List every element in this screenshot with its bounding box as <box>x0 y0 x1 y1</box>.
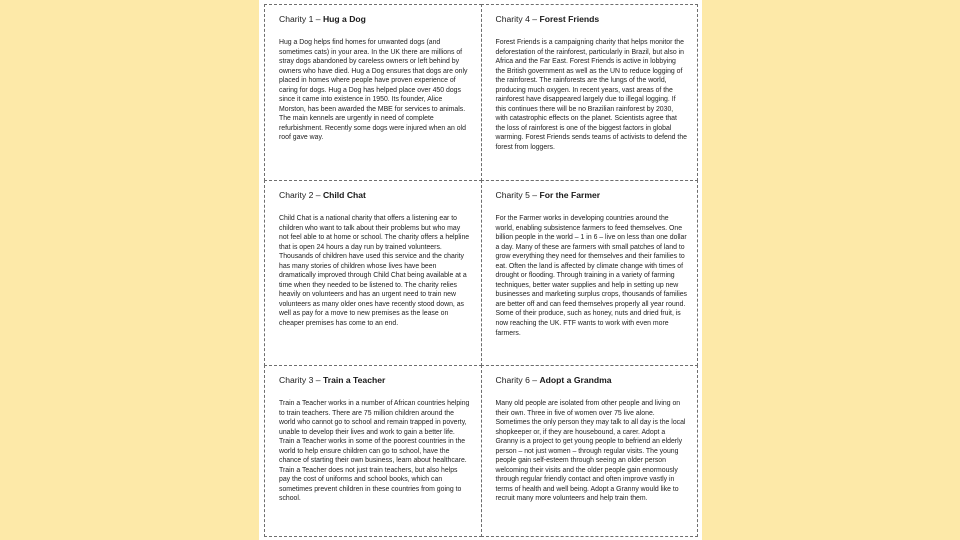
card-title-name: Child Chat <box>322 190 366 200</box>
charity-card-child-chat <box>264 180 482 366</box>
card-title-prefix: Charity 6 – <box>495 375 540 385</box>
charity-card-for-the-farmer <box>481 180 699 366</box>
card-title-name: For the Farmer <box>539 190 601 200</box>
card-body: Train a Teacher works in a number of African countries helping to train teachers. There are 75 million children around the world who cannot go to school and remain trapped in poverty, unable to develop their lives and work to gain a better life. Train a Teacher works in some of the poorest countries in the world to help ensure children can go to school, have the chance of starting their own business, learn about healthcare. Train a Teacher does not just train teachers, but also helps pay the cost of uniforms and school books, which can sometimes prevent children in these countries from going to school. <box>279 400 470 503</box>
charity-cards-grid <box>264 4 697 536</box>
card-title-name: Forest Friends <box>539 14 600 24</box>
charity-card-hug-a-dog <box>264 4 482 181</box>
card-title <box>279 190 471 200</box>
charity-card-adopt-a-grandma <box>481 365 699 537</box>
card-title <box>496 14 688 24</box>
card-body: Hug a Dog helps find homes for unwanted dogs (and sometimes cats) in your area. In the UK there are millions of stray dogs abandoned by careless owners or left behind by owners who have died. Hug a Dog ensures that dogs are only placed in homes where people have proven experience of caring for dogs. Hug a Dog has helped place over 450 dogs since it came into existence in 1950. Its founder, Alice Morston, has been awarded the MBE for services to animals. The main kennels are urgently in need of complete refurbishment. Recently some dogs were injured when an old roof gave way. <box>279 39 468 142</box>
card-title-prefix: Charity 2 – <box>279 190 323 200</box>
card-body: Many old people are isolated from other people and living on their own. Three in five of women over 75 live alone. Sometimes the only person they may talk to all day is the local shopkeeper or, if they are housebound, a carer. Adopt a Granny is a project to get young people to befriend an elderly person – not just women – through regular visits. The young people gain self-esteem through seeing an older person welcoming their visits and the older people gain enormously through regular friendly contact and often improve vastly in terms of health and well being. Adopt a Granny would like to recruit many more volunteers and help train them. <box>495 400 686 503</box>
card-title <box>496 190 688 200</box>
card-title <box>279 14 471 24</box>
charity-card-train-a-teacher <box>264 365 482 537</box>
card-title-name: Adopt a Grandma <box>539 375 612 385</box>
charity-card-forest-friends <box>481 4 699 181</box>
card-title-name: Train a Teacher <box>322 375 386 385</box>
card-title-prefix: Charity 3 – <box>279 375 323 385</box>
card-title-prefix: Charity 5 – <box>495 190 540 200</box>
document-page <box>259 0 702 540</box>
card-title-prefix: Charity 1 – <box>279 14 323 24</box>
card-body: Forest Friends is a campaigning charity that helps monitor the deforestation of the rainforest, particularly in Brazil, but also in Africa and the Far East. Forest Friends is active in lobbying the British government as well as the UN to reduce logging of the rainforest. The rainforests are the lungs of the world, producing much oxygen. In recent years, vast areas of the rainforest have disappeared largely due to illegal logging. If this continues there will be no Brazilian rainforest by 2030, with catastrophic effects on the planet. Scientists agree that the loss of rainforest is one of the biggest factors in global warming. Forest Friends sends teams of activists to defend the forest from loggers. <box>495 39 687 152</box>
card-title <box>279 375 471 385</box>
card-body: Child Chat is a national charity that offers a listening ear to children who want to talk about their problems but who may not feel able to at home or school. The charity offers a helpline that is open 24 hours a day run by trained volunteers. Thousands of children have used this service and the charity has many stories of children whose lives have been dramatically improved through Child Chat being available at a time when they needed to be listened to. The charity relies heavily on volunteers and has an urgent need to train new volunteers as many older ones have recently stood down, as well as pay for a move to new premises as the lease on cheaper premises has come to an end. <box>279 215 470 328</box>
card-title <box>496 375 688 385</box>
card-title-prefix: Charity 4 – <box>495 14 540 24</box>
card-title-name: Hug a Dog <box>322 14 366 24</box>
card-body: For the Farmer works in developing countries around the world, enabling subsistence farmers to feed themselves. One billion people in the world – 1 in 6 – live on less than one dollar a day. Many of these are farmers with small patches of land to grow everything they need for themselves and their families to eat. Often the land is affected by climate change with times of drought or flooding. Through training in a variety of farming techniques, better water supplies and help in setting up new businesses and marketing surplus crops, thousands of families are better off and can feed themselves properly all year round. Some of their produce, such as honey, nuts and dried fruit, is now reaching the UK. FTF wants to work with even more farmers. <box>495 215 688 337</box>
